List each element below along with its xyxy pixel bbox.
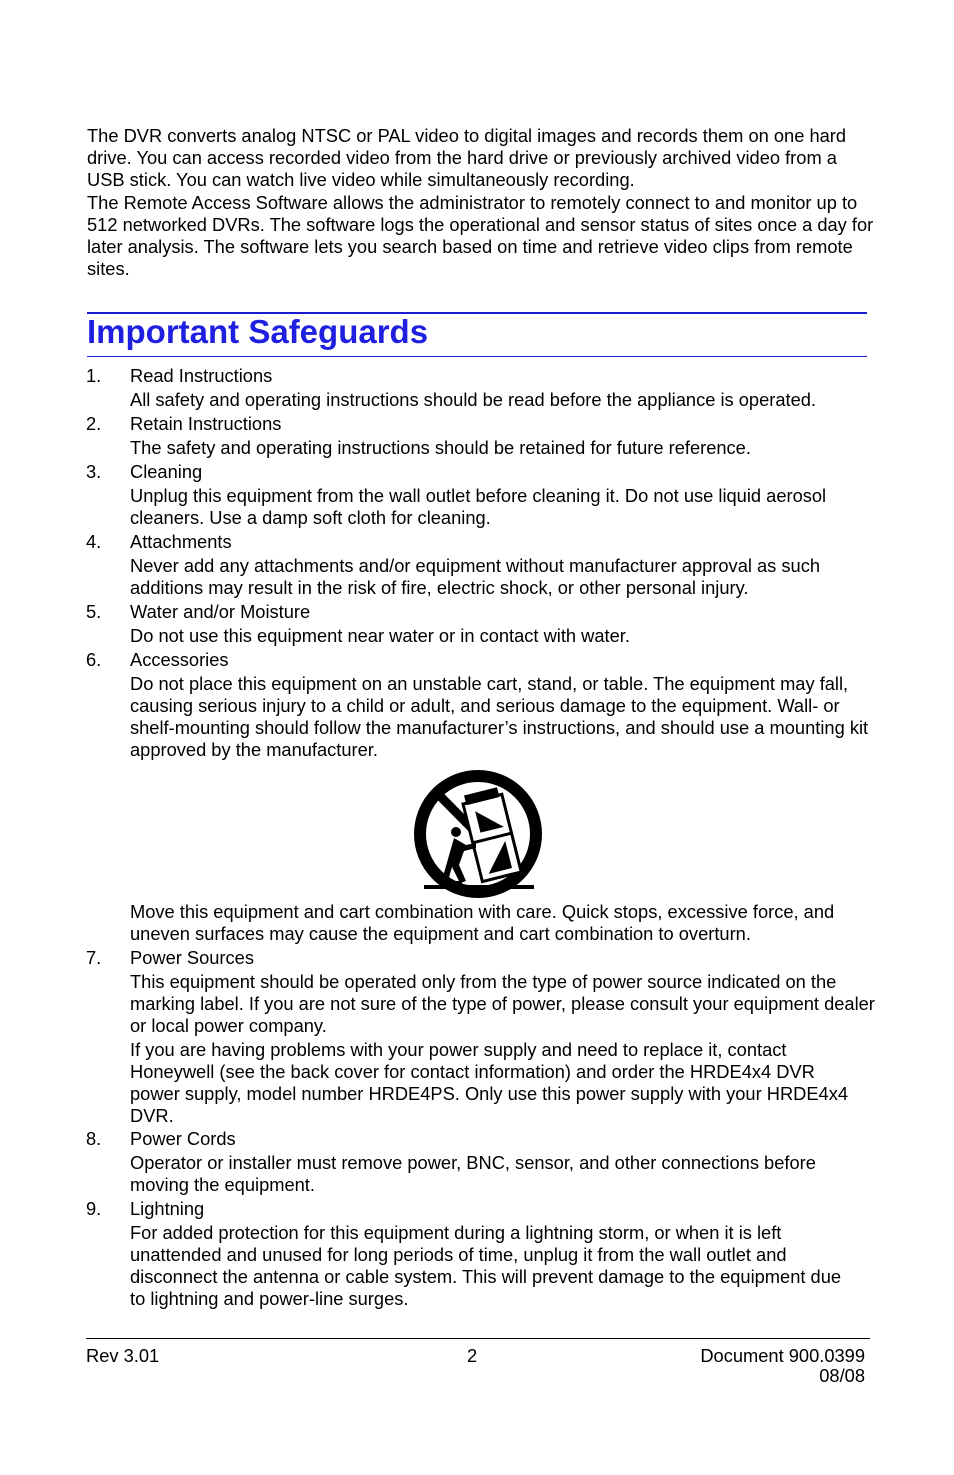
item-number: 3. xyxy=(86,461,102,482)
intro-paragraph-1: The DVR converts analog NTSC or PAL video to digital images and records them on one hard drive. You can access recorded video from the hard drive or previously archived video from a USB stick. You can watch live video while simultaneously recording. xyxy=(87,125,847,190)
intro-paragraph-2: The Remote Access Software allows the administrator to remotely connect to and monitor up to 512 networked DVRs. The software logs the operational and sensor status of sites once a day for later analysis. The software lets you search based on time and retrieve video clips from remote sites. xyxy=(87,192,874,279)
item-number: 7. xyxy=(86,947,102,968)
footer-document-info xyxy=(700,1346,865,1386)
item-number: 4. xyxy=(86,531,102,552)
item-number: 2. xyxy=(86,413,102,434)
cart-tip-over-warning-icon xyxy=(410,767,546,899)
section-heading: Important Safeguards xyxy=(87,313,429,350)
item-title: Lightning xyxy=(130,1198,205,1219)
item-title: Read Instructions xyxy=(130,365,273,386)
heading-bottom-rule xyxy=(87,356,867,357)
document-number: Document 900.0399 xyxy=(700,1345,865,1366)
item-description: The safety and operating instructions should be retained for future reference. xyxy=(130,437,751,458)
item-description: Operator or installer must remove power, BNC, sensor, and other connections before moving the equipment. xyxy=(130,1152,816,1195)
footer-rule xyxy=(86,1338,870,1339)
document-date: 08/08 xyxy=(819,1365,865,1386)
item-title: Accessories xyxy=(130,649,229,670)
item-title: Power Sources xyxy=(130,947,254,968)
item-number: 8. xyxy=(86,1128,102,1149)
item-description: For added protection for this equipment during a lightning storm, or when it is left unattended and unused for long periods of time, unplug it from the wall outlet and disconnect the antenna or cable system. This will prevent damage to the equipment due to lightning and power-line surges. xyxy=(130,1222,842,1309)
item-title: Power Cords xyxy=(130,1128,236,1149)
item-number: 5. xyxy=(86,601,102,622)
item-description-continued: If you are having problems with your power supply and need to replace it, contact Honeywell (see the back cover for contact information) and order the HRDE4x4 DVR power supply, model number HRDE4PS. Only use this power supply with your HRDE4x4 DVR. xyxy=(130,1039,849,1126)
item-title: Water and/or Moisture xyxy=(130,601,311,622)
item-description: This equipment should be operated only from the type of power source indicated on the marking label. If you are not sure of the type of power, please consult your equipment dealer or local power company. xyxy=(130,971,875,1036)
item-description: Never add any attachments and/or equipment without manufacturer approval as such additions may result in the risk of fire, electric shock, or other personal injury. xyxy=(130,555,821,598)
footer-revision: Rev 3.01 xyxy=(86,1345,160,1366)
item-title: Retain Instructions xyxy=(130,413,282,434)
item-description: Do not place this equipment on an unstable cart, stand, or table. The equipment may fall, causing serious injury to a child or adult, and serious damage to the equipment. Wall- or shelf-mounting should follow the manufacturer’s instructions, and should use a mounting kit approved by the manufacturer. xyxy=(130,673,869,760)
item-number: 9. xyxy=(86,1198,102,1219)
item-description-continued: Move this equipment and cart combination with care. Quick stops, excessive force, and uneven surfaces may cause the equipment and cart combination to overturn. xyxy=(130,901,835,944)
item-number: 1. xyxy=(86,365,102,386)
item-description: All safety and operating instructions should be read before the appliance is operated. xyxy=(130,389,816,410)
item-description: Do not use this equipment near water or in contact with water. xyxy=(130,625,630,646)
item-title: Cleaning xyxy=(130,461,203,482)
page-number: 2 xyxy=(467,1345,478,1366)
item-description: Unplug this equipment from the wall outlet before cleaning it. Do not use liquid aerosol cleaners. Use a damp soft cloth for cleaning. xyxy=(130,485,827,528)
item-number: 6. xyxy=(86,649,102,670)
item-title: Attachments xyxy=(130,531,232,552)
